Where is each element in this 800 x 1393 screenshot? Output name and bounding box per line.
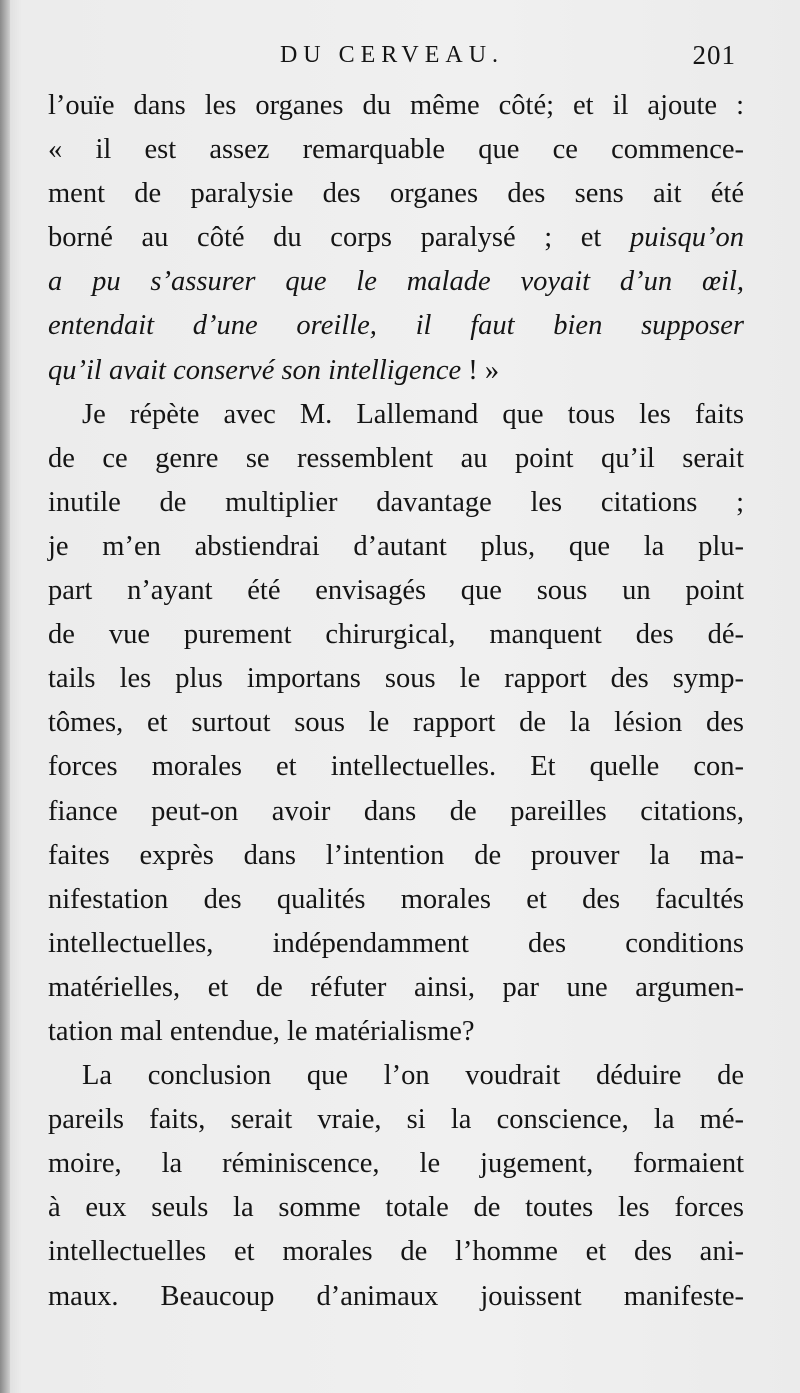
page-header bbox=[48, 38, 736, 84]
text-line: tation mal entendue, le matérialisme? bbox=[48, 1015, 475, 1047]
italic-text: a pu s’assurer que le malade voyait d’un œil, bbox=[48, 266, 744, 298]
page-number: 201 bbox=[692, 40, 736, 70]
paragraph-start-line: La conclusion que l’on voudrait déduire de bbox=[82, 1060, 744, 1092]
text-line: de vue purement chirurgical, manquent des dé- bbox=[48, 619, 744, 651]
text-line: tômes, et surtout sous le rapport de la lésion des bbox=[48, 707, 744, 739]
text-line: inutile de multiplier davantage les citations ; bbox=[48, 486, 744, 518]
page-binding-edge bbox=[0, 0, 10, 1393]
text-line: « il est assez remarquable que ce commence- bbox=[48, 134, 744, 166]
text-line: borné au côté du corps paralysé ; et puisqu’on bbox=[48, 222, 744, 254]
text-line: faites exprès dans l’intention de prouver la ma- bbox=[48, 839, 744, 871]
text-line: ment de paralysie des organes des sens ait été bbox=[48, 178, 744, 210]
running-head: DU CERVEAU. bbox=[279, 42, 505, 68]
italic-text: puisqu’on bbox=[630, 222, 744, 254]
text-line: matérielles, et de réfuter ainsi, par une argumen- bbox=[48, 971, 744, 1003]
text-line: forces morales et intellectuelles. Et quelle con- bbox=[48, 751, 744, 783]
text-line: l’ouïe dans les organes du même côté; et il ajoute : bbox=[48, 90, 744, 121]
text-line: qu’il avait conservé son intelligence ! » bbox=[48, 354, 500, 386]
text-line: je m’en abstiendrai d’autant plus, que la plu- bbox=[48, 530, 744, 562]
text-line: tails les plus importans sous le rapport des symp- bbox=[48, 663, 744, 695]
text-line: nifestation des qualités morales et des facultés bbox=[48, 883, 744, 915]
text-line: moire, la réminiscence, le jugement, formaient bbox=[48, 1148, 744, 1180]
text-line: part n’ayant été envisagés que sous un point bbox=[48, 575, 744, 607]
paragraph-start-line: Je répète avec M. Lallemand que tous les faits bbox=[82, 398, 744, 430]
italic-text: entendait d’une oreille, il faut bien supposer bbox=[48, 310, 744, 342]
text-line: maux. Beaucoup d’animaux jouissent manifeste- bbox=[48, 1280, 744, 1312]
text-line: à eux seuls la somme totale de toutes les forces bbox=[48, 1192, 744, 1224]
body-text bbox=[48, 84, 744, 1319]
italic-text: qu’il avait conservé son intelligence bbox=[48, 354, 462, 386]
text-line: de ce genre se ressemblent au point qu’il serait bbox=[48, 442, 744, 474]
text-line bbox=[48, 260, 744, 304]
text-line: intellectuelles et morales de l’homme et des ani- bbox=[48, 1236, 744, 1268]
text-line: pareils faits, serait vraie, si la conscience, la mé- bbox=[48, 1104, 744, 1136]
text-line: fiance peut-on avoir dans de pareilles citations, bbox=[48, 795, 744, 827]
text-line: intellectuelles, indépendamment des conditions bbox=[48, 927, 744, 959]
text-line bbox=[48, 304, 744, 348]
